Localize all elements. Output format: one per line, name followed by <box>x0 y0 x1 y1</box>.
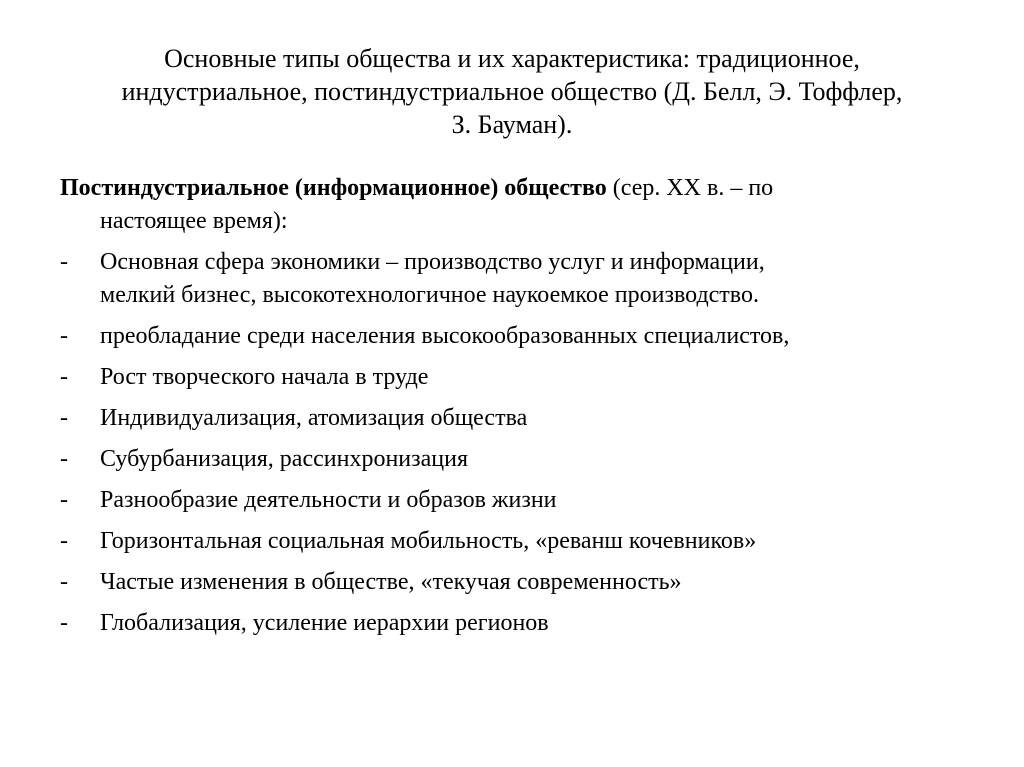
intro-term: Постиндустриальное (информационное) общество <box>60 175 607 201</box>
bullet-dash: - <box>60 249 68 275</box>
list-item <box>60 525 960 558</box>
list-item <box>60 484 960 517</box>
slide-body <box>60 172 960 648</box>
bullet-dash: - <box>60 528 68 554</box>
list-item <box>60 443 960 476</box>
title-line: Основные типы общества и их характеристика: традиционное, <box>164 44 860 73</box>
list-item-text: Разнообразие деятельности и образов жизни <box>100 487 557 513</box>
bullet-dash: - <box>60 610 68 636</box>
intro-continuation: настоящее время): <box>100 208 288 234</box>
list-item-text: Индивидуализация, атомизация общества <box>100 405 528 431</box>
list-item-text: Горизонтальная социальная мобильность, «реванш кочевников» <box>100 528 757 554</box>
list-item-text: мелкий бизнес, высокотехнологичное наукоемкое производство. <box>100 282 759 308</box>
list-item-text: Субурбанизация, рассинхронизация <box>100 446 468 472</box>
intro-paragraph <box>60 172 960 238</box>
list-item-text: Глобализация, усиление иерархии регионов <box>100 610 549 636</box>
list-item-text: Частые изменения в обществе, «текучая современность» <box>100 569 682 595</box>
list-item-text: Рост творческого начала в труде <box>100 364 429 390</box>
title-line: З. Бауман). <box>451 110 573 139</box>
list-item <box>60 361 960 394</box>
bullet-dash: - <box>60 323 68 349</box>
characteristics-list <box>60 246 960 640</box>
list-item-text: преобладание среди населения высокообразованных специалистов, <box>100 323 790 349</box>
list-item <box>60 607 960 640</box>
list-item <box>60 246 960 312</box>
bullet-dash: - <box>60 405 68 431</box>
title-line: индустриальное, постиндустриальное общество (Д. Белл, Э. Тоффлер, <box>121 77 903 106</box>
list-item <box>60 320 960 353</box>
bullet-dash: - <box>60 569 68 595</box>
slide-title <box>60 42 964 141</box>
list-item <box>60 402 960 435</box>
list-item <box>60 566 960 599</box>
list-item-text: Основная сфера экономики – производство услуг и информации, <box>100 249 765 275</box>
bullet-dash: - <box>60 446 68 472</box>
intro-period: (сер. XX в. – по <box>606 175 774 201</box>
bullet-dash: - <box>60 364 68 390</box>
bullet-dash: - <box>60 487 68 513</box>
